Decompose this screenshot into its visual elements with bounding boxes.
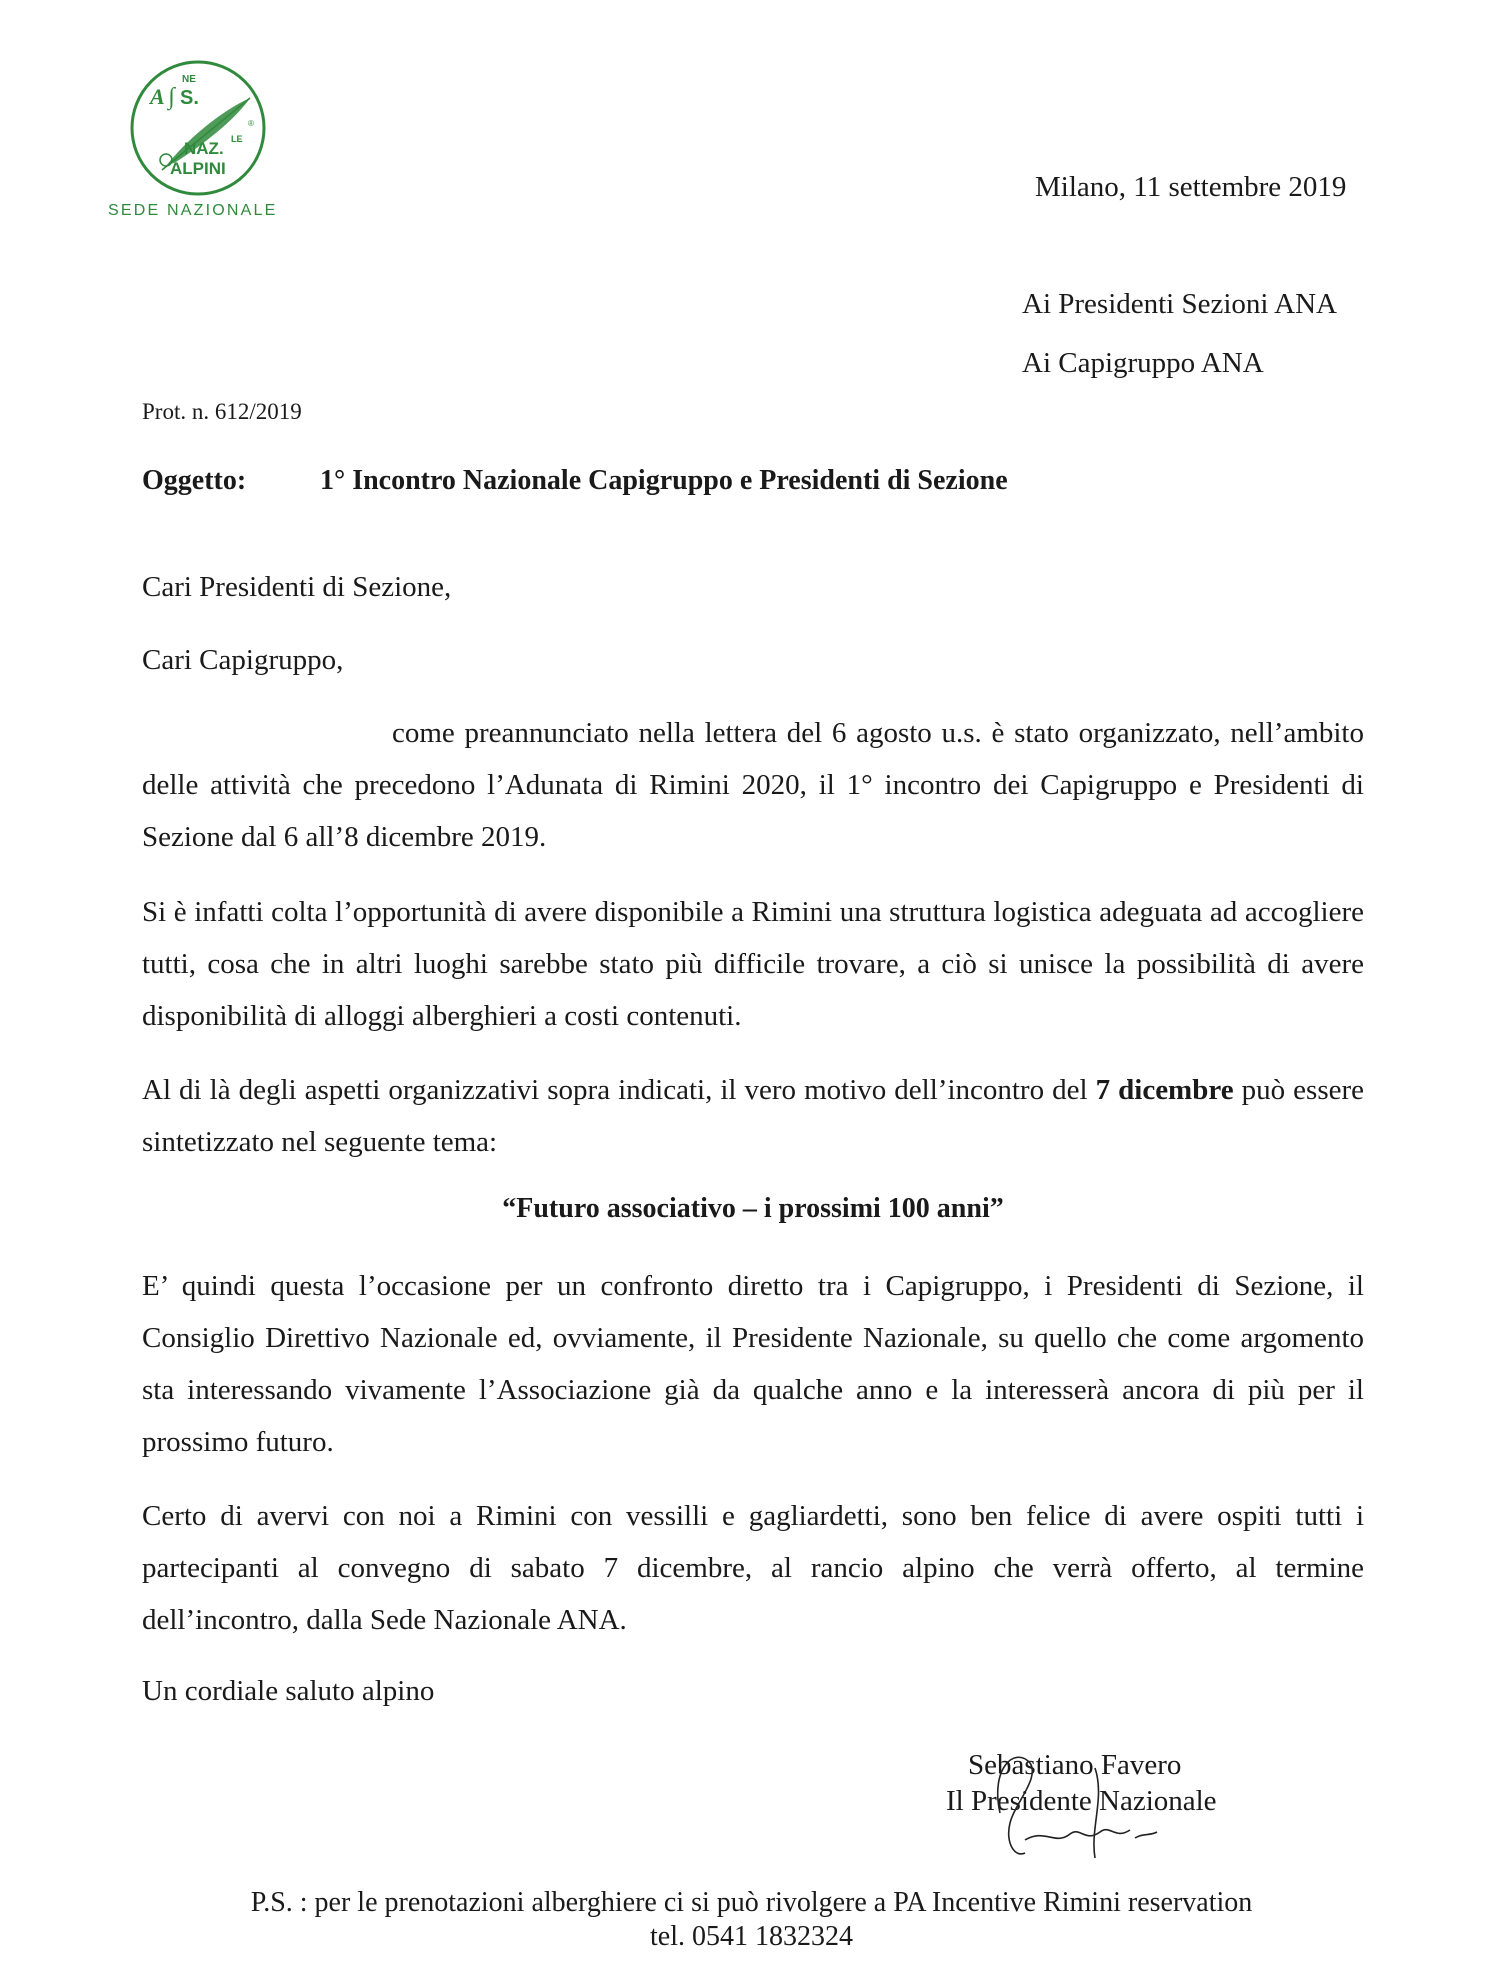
letter-date: Milano, 11 settembre 2019 [1035, 171, 1347, 203]
highlighted-date: 7 dicembre [1095, 1074, 1234, 1106]
greeting-line: Cari Presidenti di Sezione, [142, 571, 452, 603]
logo-letter-s: S. [180, 87, 199, 109]
body-paragraph [142, 1064, 1364, 1168]
body-paragraph: Si è infatti colta l’opportunità di avere disponibile a Rimini una struttura logistica adeguata ad accogliere tutti, cosa che in altri luoghi sarebbe stato più difficile trovare, a ciò si unisce la possibilità di avere disponibilità di alloggi alberghieri a costi contenuti. [142, 896, 1364, 1032]
sede-nazionale-label: SEDE NAZIONALE [108, 202, 278, 219]
signatory-name: Sebastiano Favero [968, 1749, 1182, 1781]
body-text: Al di là degli aspetti organizzativi sopra indicati, il vero motivo dell’incontro del [142, 1074, 1096, 1106]
ana-logo-icon [128, 58, 268, 198]
svg-text:∫: ∫ [168, 84, 175, 110]
recipient-line: Ai Capigruppo ANA [1022, 347, 1264, 379]
subject-label: Oggetto: [142, 465, 247, 496]
logo-le: LE [231, 134, 243, 144]
ana-logo [128, 58, 268, 198]
subject-text: 1° Incontro Nazionale Capigruppo e Presidenti di Sezione [320, 465, 1008, 496]
postscript-phone: tel. 0541 1832324 [650, 1921, 853, 1952]
handwritten-signature-icon [955, 1728, 1185, 1868]
logo-letter-a: A [150, 84, 165, 109]
logo-naz: NAZ. [184, 139, 224, 158]
logo-registered: ® [248, 119, 254, 128]
closing-line: Un cordiale saluto alpino [142, 1675, 435, 1707]
body-paragraph: Certo di avervi con noi a Rimini con vessilli e gagliardetti, sono ben felice di avere ospiti tutti i partecipanti al convegno di sabato 7 dicembre, al rancio alpino che verrà offerto, al termine dell’incontro, dalla Sede Nazionale ANA. [142, 1500, 1364, 1636]
body-paragraph: come preannunciato nella lettera del 6 agosto u.s. è stato organizzato, nell’ambito delle attività che precedono l’Adunata di Rimini 2020, il 1° incontro dei Capigruppo e Presidenti di Sezione dal 6 all’8 dicembre 2019. [142, 717, 1364, 853]
body-paragraph: E’ quindi questa l’occasione per un confronto diretto tra i Capigruppo, i Presidenti di Sezione, il Consiglio Direttivo Nazionale ed, ovviamente, il Presidente Nazionale, su quello che come argomento sta interessando vivamente l’Associazione già da qualche anno e la interesserà ancora di più per il prossimo futuro. [142, 1270, 1364, 1458]
theme-motto: “Futuro associativo – i prossimi 100 anni” [502, 1193, 1004, 1224]
body-text: può essere sintetizzato nel seguente tema: [142, 1074, 1364, 1158]
recipient-line: Ai Presidenti Sezioni ANA [1022, 288, 1337, 320]
greeting-line: Cari Capigruppo, [142, 644, 344, 676]
signatory-title: Il Presidente Nazionale [946, 1785, 1217, 1817]
postscript-line: P.S. : per le prenotazioni alberghiere ci si può rivolgere a PA Incentive Rimini reservation [250, 1887, 1253, 1918]
protocol-number: Prot. n. 612/2019 [142, 399, 302, 424]
logo-ne: NE [182, 74, 196, 85]
logo-alpini: ALPINI [170, 159, 226, 178]
